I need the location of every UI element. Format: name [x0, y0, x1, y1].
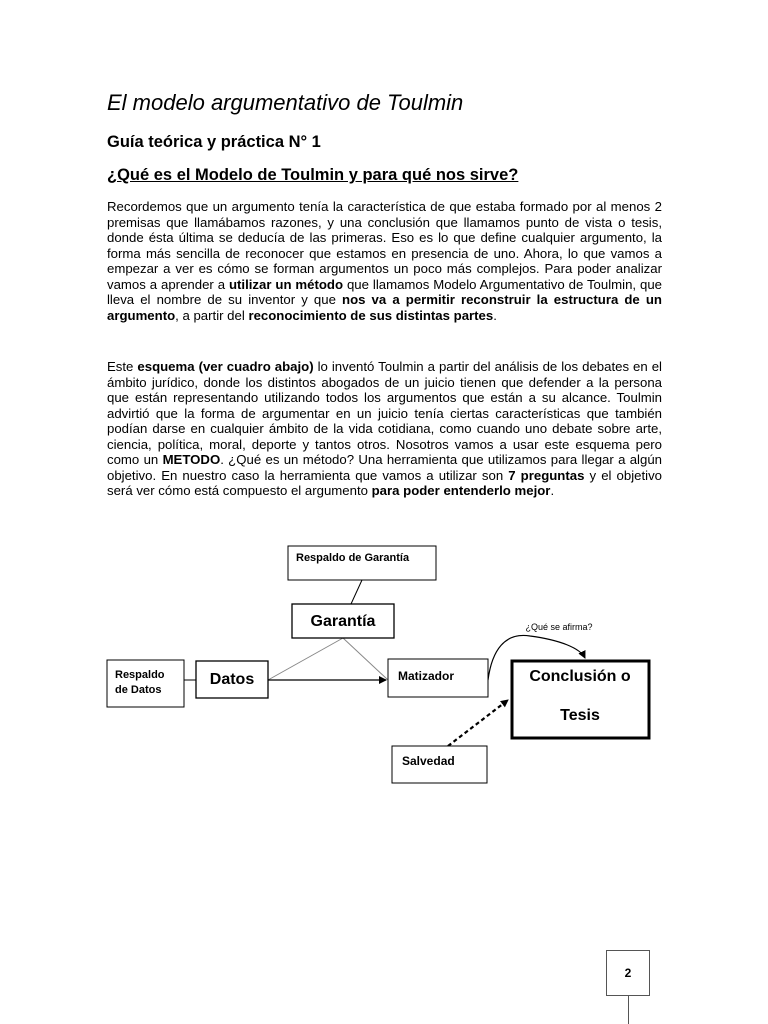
- rebuttal-box: [392, 746, 487, 783]
- backing-data-box: [107, 660, 184, 707]
- qualifier-label: Matizador: [398, 669, 455, 683]
- section-question: ¿Qué es el Modelo de Toulmin y para qué nos sirve?: [107, 166, 519, 184]
- paragraph-intro-bold-3: reconocimiento de sus distintas partes: [248, 307, 494, 323]
- warrant-box: [292, 604, 394, 638]
- paragraph-scheme-bold-3: 7 preguntas: [508, 467, 585, 483]
- rebuttal-to-claim-arrow: [448, 700, 508, 746]
- backing-warrant-box: [288, 546, 436, 580]
- paragraph-scheme-text-5: .: [550, 483, 555, 498]
- data-label: Datos: [209, 671, 255, 688]
- claim-box: [512, 661, 649, 738]
- backing-to-warrant-line: [351, 580, 362, 604]
- document-subtitle: Guía teórica y práctica N° 1: [107, 133, 321, 151]
- paragraph-intro-text-4: .: [493, 307, 497, 323]
- paragraph-intro-bold-2: nos va a permitir reconstruir la estructura de un argumento: [107, 292, 662, 323]
- paragraph-intro-text-3: , a partir del: [175, 307, 249, 323]
- backing-warrant-label: Respaldo de Garantía: [296, 552, 410, 564]
- paragraph-scheme-bold-2: METODO: [162, 452, 221, 467]
- backing-data-label-line2: de Datos: [115, 684, 162, 696]
- paragraph-scheme-text-3: . ¿Qué es un método? Una herramienta que utilizamos para llegar a algún objetivo. En nuestro caso la herramienta que vamos a utilizar son: [107, 452, 662, 483]
- claim-label-line1: Conclusión o: [529, 668, 631, 685]
- what-is-claimed-label: ¿Qué se afirma?: [525, 622, 593, 632]
- document-title: El modelo argumentativo de Toulmin: [107, 90, 464, 115]
- rebuttal-label: Salvedad: [402, 754, 455, 768]
- page-number: 2: [624, 966, 632, 980]
- paragraph-scheme-bold-4: para poder entenderlo mejor: [371, 483, 551, 498]
- warrant-label: Garantía: [310, 613, 376, 630]
- paragraph-scheme-text-4: y el objetivo será ver cómo está compuesto el argumento: [107, 467, 662, 498]
- page-number-divider: [628, 996, 629, 1024]
- paragraph-intro-bold-1: utilizar un método: [228, 276, 344, 292]
- page-number-box: [606, 950, 650, 996]
- qualifier-box: [388, 659, 488, 697]
- paragraph-intro-text-1: Recordemos que un argumento tenía la característica de que estaba formado por al menos 2 premisas que llamábamos razones, y una conclusión que llamamos punto de vista o tesis, donde ésta última se deducía de las primeras. Eso es lo que define cualquier argumento, la forma más sencilla de reconocer que estamos en presencia de uno. Ahora, lo que vamos a empezar a ver es cómo se forman argumentos un poco más complejos. Para poder analizar vamos a aprender a: [107, 199, 662, 292]
- paragraph-intro-text-2: que llamamos Modelo Argumentativo de Toulmin, que lleva el nombre de su inventor y que: [107, 276, 662, 307]
- warrant-to-qualifier-line: [343, 638, 388, 680]
- warrant-to-data-line: [268, 638, 343, 680]
- paragraph-scheme-text-2: lo inventó Toulmin a partir del análisis de los debates en el ámbito jurídico, donde los distintos abogados de un juicio tienen que defender a la persona que están representando utilizando todos los argumentos que están a su alcance. Toulmin advirtió que la forma de argumentar en un juicio tenía ciertas características que también podían darse en cualquier ámbito de la vida cotidiana, como cuando uno debate sobre arte, ciencia, política, moral, deporte y tantos otros. Nosotros vamos a usar este esquema pero como un: [107, 359, 662, 467]
- paragraph-scheme-text-1: Este: [107, 359, 138, 374]
- paragraph-scheme-bold-1: esquema (ver cuadro abajo): [137, 359, 314, 374]
- data-box: [196, 661, 268, 698]
- claim-label-line2: Tesis: [560, 707, 600, 724]
- backing-data-label-line1: Respaldo: [115, 669, 165, 681]
